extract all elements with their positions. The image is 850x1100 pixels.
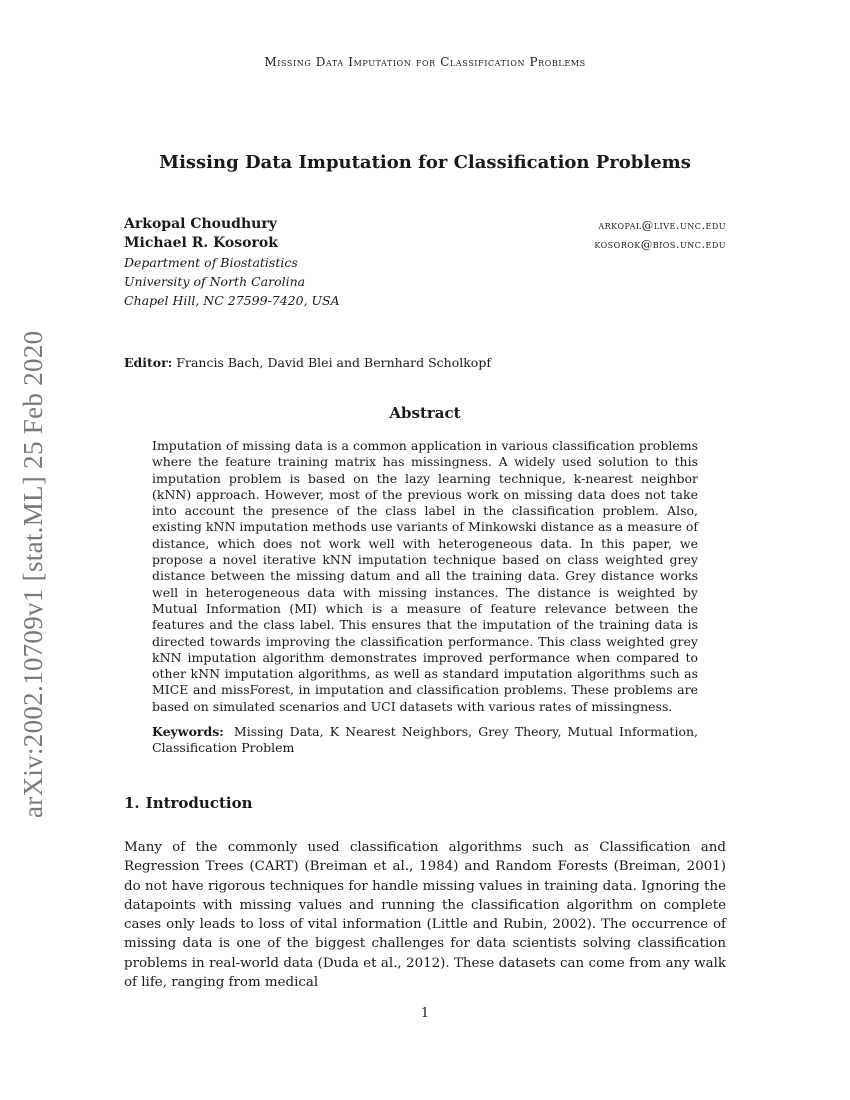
editor-names: Francis Bach, David Blei and Bernhard Scholkopf [176,355,491,370]
section-heading [124,794,253,812]
affiliation-university: University of North Carolina [124,274,306,289]
author-email-1: arkopal@live.unc.edu [598,218,726,232]
paper-title: Missing Data Imputation for Classification Problems [159,152,691,173]
author-name-1: Arkopal Choudhury [124,216,277,232]
introduction-paragraph: Many of the commonly used classification algorithms such as Classification and Regression Trees (CART) (Breiman et al., 1984) and Random Forests (Breiman, 2001) do not have rigorous techniques for handle missing values in training data. Ignoring the datapoints with missing values and running the classification algorithm on complete cases only leads to loss of vital information (Little and Rubin, 2002). The occurrence of missing data is one of the biggest challenges for data scientists solving classification problems in real-world data (Duda et al., 2012). These datasets can come from any walk of life, ranging from medical [124,840,726,991]
author-email-2: kosorok@bios.unc.edu [594,237,726,251]
editor-label: Editor: [124,355,173,370]
keywords-label: Keywords: [152,724,224,739]
keywords [152,724,698,757]
section-title: Introduction [145,794,253,812]
running-head: Missing Data Imputation for Classification Problems [264,55,586,69]
arxiv-identifier: arXiv:2002.10709v1 [stat.ML] 25 Feb 2020 [18,330,48,818]
editor-line [124,355,491,370]
affiliation-address: Chapel Hill, NC 27599-7420, USA [124,293,340,308]
abstract-text: Imputation of missing data is a common application in various classification problems where the feature training matrix has missingness. A widely used solution to this imputation problem is based on the lazy learning technique, k-nearest neighbor (kNN) approach. However, most of the previous work on missing data does not take into account the presence of the class label in the classification problem. Also, existing kNN imputation methods use variants of Minkowski distance as a measure of distance, which does not work well with heterogeneous data. In this paper, we propose a novel iterative kNN imputation technique based on class weighted grey distance between the missing datum and all the training data. Grey distance works well in heterogeneous data with missing instances. The distance is weighted by Mutual Information (MI) which is a measure of feature relevance between the features and the class label. This ensures that the imputation of the training data is directed towards improving the classification performance. This class weighted grey kNN imputation algorithm demonstrates improved performance when compared to other kNN imputation algorithms, as well as standard imputation algorithms such as MICE and missForest, in imputation and classification problems. These problems are based on simulated scenarios and UCI datasets with various rates of missingness. [152,438,698,714]
author-name-2: Michael R. Kosorok [124,235,278,251]
affiliation-department: Department of Biostatistics [124,255,298,270]
page-number: 1 [420,1006,430,1021]
keywords-list: Missing Data, K Nearest Neighbors, Grey Theory, Mutual Information, Classification Problem [152,724,698,756]
abstract-heading: Abstract [389,404,461,422]
section-number: 1. [124,794,140,812]
